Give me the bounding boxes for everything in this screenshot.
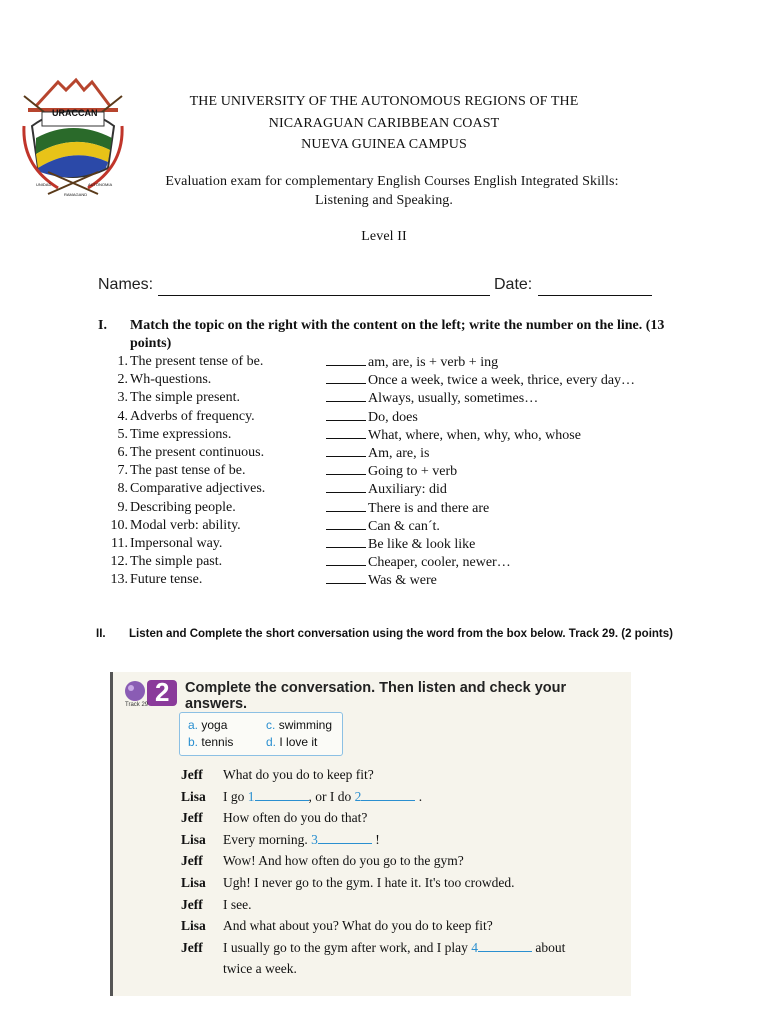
- dialogue-line: Jeff I usually go to the gym after work, and I play 4 about: [181, 937, 621, 959]
- speaker: Jeff: [181, 896, 203, 912]
- dialogue-line: Jeff Wow! And how often do you go to the gym?: [181, 850, 621, 872]
- contents-list: [326, 353, 686, 589]
- topic-item: 4. Adverbs of frequency.: [117, 408, 255, 424]
- content-item: What, where, when, why, who, whose: [326, 426, 686, 444]
- exercise-title: Complete the conversation. Then listen and check your answers.: [185, 680, 567, 712]
- gap-number: 4: [471, 939, 478, 955]
- names-label: Names:: [98, 276, 154, 293]
- exercise-badge: [121, 678, 179, 708]
- logo-label: URACCAN: [52, 108, 98, 118]
- speaker: Lisa: [181, 874, 206, 890]
- university-name-line2: NICARAGUAN CARIBBEAN COAST: [268, 116, 500, 131]
- content-item: Was & were: [326, 571, 686, 589]
- section2-title: Listen and Complete the short conversation using the word from the box below. Track 29. (2 points): [129, 628, 673, 640]
- topic-item: 2. Wh-questions.: [117, 372, 212, 388]
- exam-title-line1: Evaluation exam for complementary English Courses English Integrated Skills:: [165, 174, 619, 189]
- topics-list: [104, 353, 324, 589]
- speaker: Jeff: [181, 939, 203, 955]
- section1-number: I.: [98, 318, 107, 333]
- speaker: Jeff: [181, 853, 203, 869]
- answer-blank[interactable]: [326, 517, 366, 530]
- names-date-row: [98, 276, 658, 300]
- dialogue-line: Lisa Ugh! I never go to the gym. I hate it. It's too crowded.: [181, 872, 621, 894]
- campus-name: NUEVA GUINEA CAMPUS: [301, 137, 467, 152]
- content-item: Am, are, is: [326, 444, 686, 462]
- topic-item: 8. Comparative adjectives.: [117, 481, 266, 497]
- dialogue-line: Jeff I see.: [181, 894, 621, 916]
- answer-gap[interactable]: [318, 831, 372, 844]
- answer-gap[interactable]: [255, 788, 309, 801]
- dialogue-line: twice a week.: [223, 961, 297, 977]
- dialogue-line: Lisa And what about you? What do you do to keep fit?: [181, 915, 621, 937]
- topic-item: 12. The simple past.: [110, 554, 223, 570]
- word-box: [179, 712, 343, 756]
- answer-blank[interactable]: [326, 462, 366, 475]
- topic-item: 6. The present continuous.: [117, 444, 265, 460]
- content-item: Be like & look like: [326, 535, 686, 553]
- exercise-panel: [110, 672, 631, 996]
- dialogue-line: Jeff What do you do to keep fit?: [181, 764, 621, 786]
- track-label: Track 29: [125, 702, 149, 708]
- names-field[interactable]: [158, 295, 490, 296]
- content-item: Cheaper, cooler, newer…: [326, 553, 686, 571]
- logo-bottom-text: RAMAGAND: [64, 192, 88, 197]
- topic-item: 13. Future tense.: [110, 572, 203, 588]
- speaker: Lisa: [181, 831, 206, 847]
- answer-blank[interactable]: [326, 371, 366, 384]
- section2-number: II.: [96, 628, 106, 640]
- option-d: d. I love it: [266, 735, 318, 749]
- content-item: Always, usually, sometimes…: [326, 389, 686, 407]
- option-b: b. tennis: [188, 735, 234, 749]
- conversation: [181, 764, 621, 980]
- logo-right-text: AUTONOMIA: [88, 182, 113, 187]
- exam-title-line2: Listening and Speaking.: [315, 193, 453, 208]
- gap-number: 1: [247, 788, 255, 804]
- option-c: c. swimming: [266, 718, 333, 732]
- speaker: Jeff: [181, 810, 203, 826]
- level-label: Level II: [361, 229, 407, 244]
- exercise-number: 2: [155, 677, 170, 707]
- dialogue-line: Lisa I go 1 , or I do 2 .: [181, 786, 621, 808]
- option-a: a. yoga: [188, 718, 228, 732]
- answer-blank[interactable]: [326, 353, 366, 366]
- dialogue-line: Jeff How often do you do that?: [181, 807, 621, 829]
- content-item: There is and there are: [326, 499, 686, 517]
- topic-item: 1. The present tense of be.: [117, 354, 264, 369]
- answer-blank[interactable]: [326, 426, 366, 439]
- answer-blank[interactable]: [326, 444, 366, 457]
- content-item: Auxiliary: did: [326, 480, 686, 498]
- answer-blank[interactable]: [326, 408, 366, 421]
- gap-number: 2: [354, 788, 362, 804]
- logo-left-text: UNIDAD: [36, 182, 52, 187]
- answer-blank[interactable]: [326, 535, 366, 548]
- content-item: Do, does: [326, 408, 686, 426]
- answer-blank[interactable]: [326, 480, 366, 493]
- answer-blank[interactable]: [326, 389, 366, 402]
- date-field[interactable]: [538, 295, 652, 296]
- content-item: am, are, is + verb + ing: [326, 353, 686, 371]
- section1-title: Match the topic on the right with the content on the left; write the number on the line. (13 points): [130, 318, 665, 351]
- date-label: Date:: [494, 276, 533, 293]
- speaker: Lisa: [181, 918, 206, 934]
- answer-gap[interactable]: [478, 939, 532, 952]
- topic-item: 9. Describing people.: [117, 499, 236, 515]
- topic-item: 10. Modal verb: ability.: [110, 517, 241, 533]
- content-item: Once a week, twice a week, thrice, every day…: [326, 371, 686, 389]
- topic-item: 7. The past tense of be.: [117, 463, 246, 479]
- content-item: Can & can´t.: [326, 517, 686, 535]
- answer-blank[interactable]: [326, 553, 366, 566]
- speaker: Jeff: [181, 767, 203, 782]
- answer-gap[interactable]: [361, 788, 415, 801]
- university-name-line1: THE UNIVERSITY OF THE AUTONOMOUS REGIONS OF THE: [189, 94, 579, 109]
- speaker: Lisa: [181, 788, 206, 804]
- topic-item: 11. Impersonal way.: [111, 535, 223, 551]
- topic-item: 5. Time expressions.: [117, 426, 232, 442]
- topic-item: 3. The simple present.: [117, 390, 241, 406]
- answer-blank[interactable]: [326, 571, 366, 584]
- answer-blank[interactable]: [326, 499, 366, 512]
- content-item: Going to + verb: [326, 462, 686, 480]
- gap-number: 3: [311, 831, 318, 847]
- dialogue-line: Lisa Every morning. 3 !: [181, 829, 621, 851]
